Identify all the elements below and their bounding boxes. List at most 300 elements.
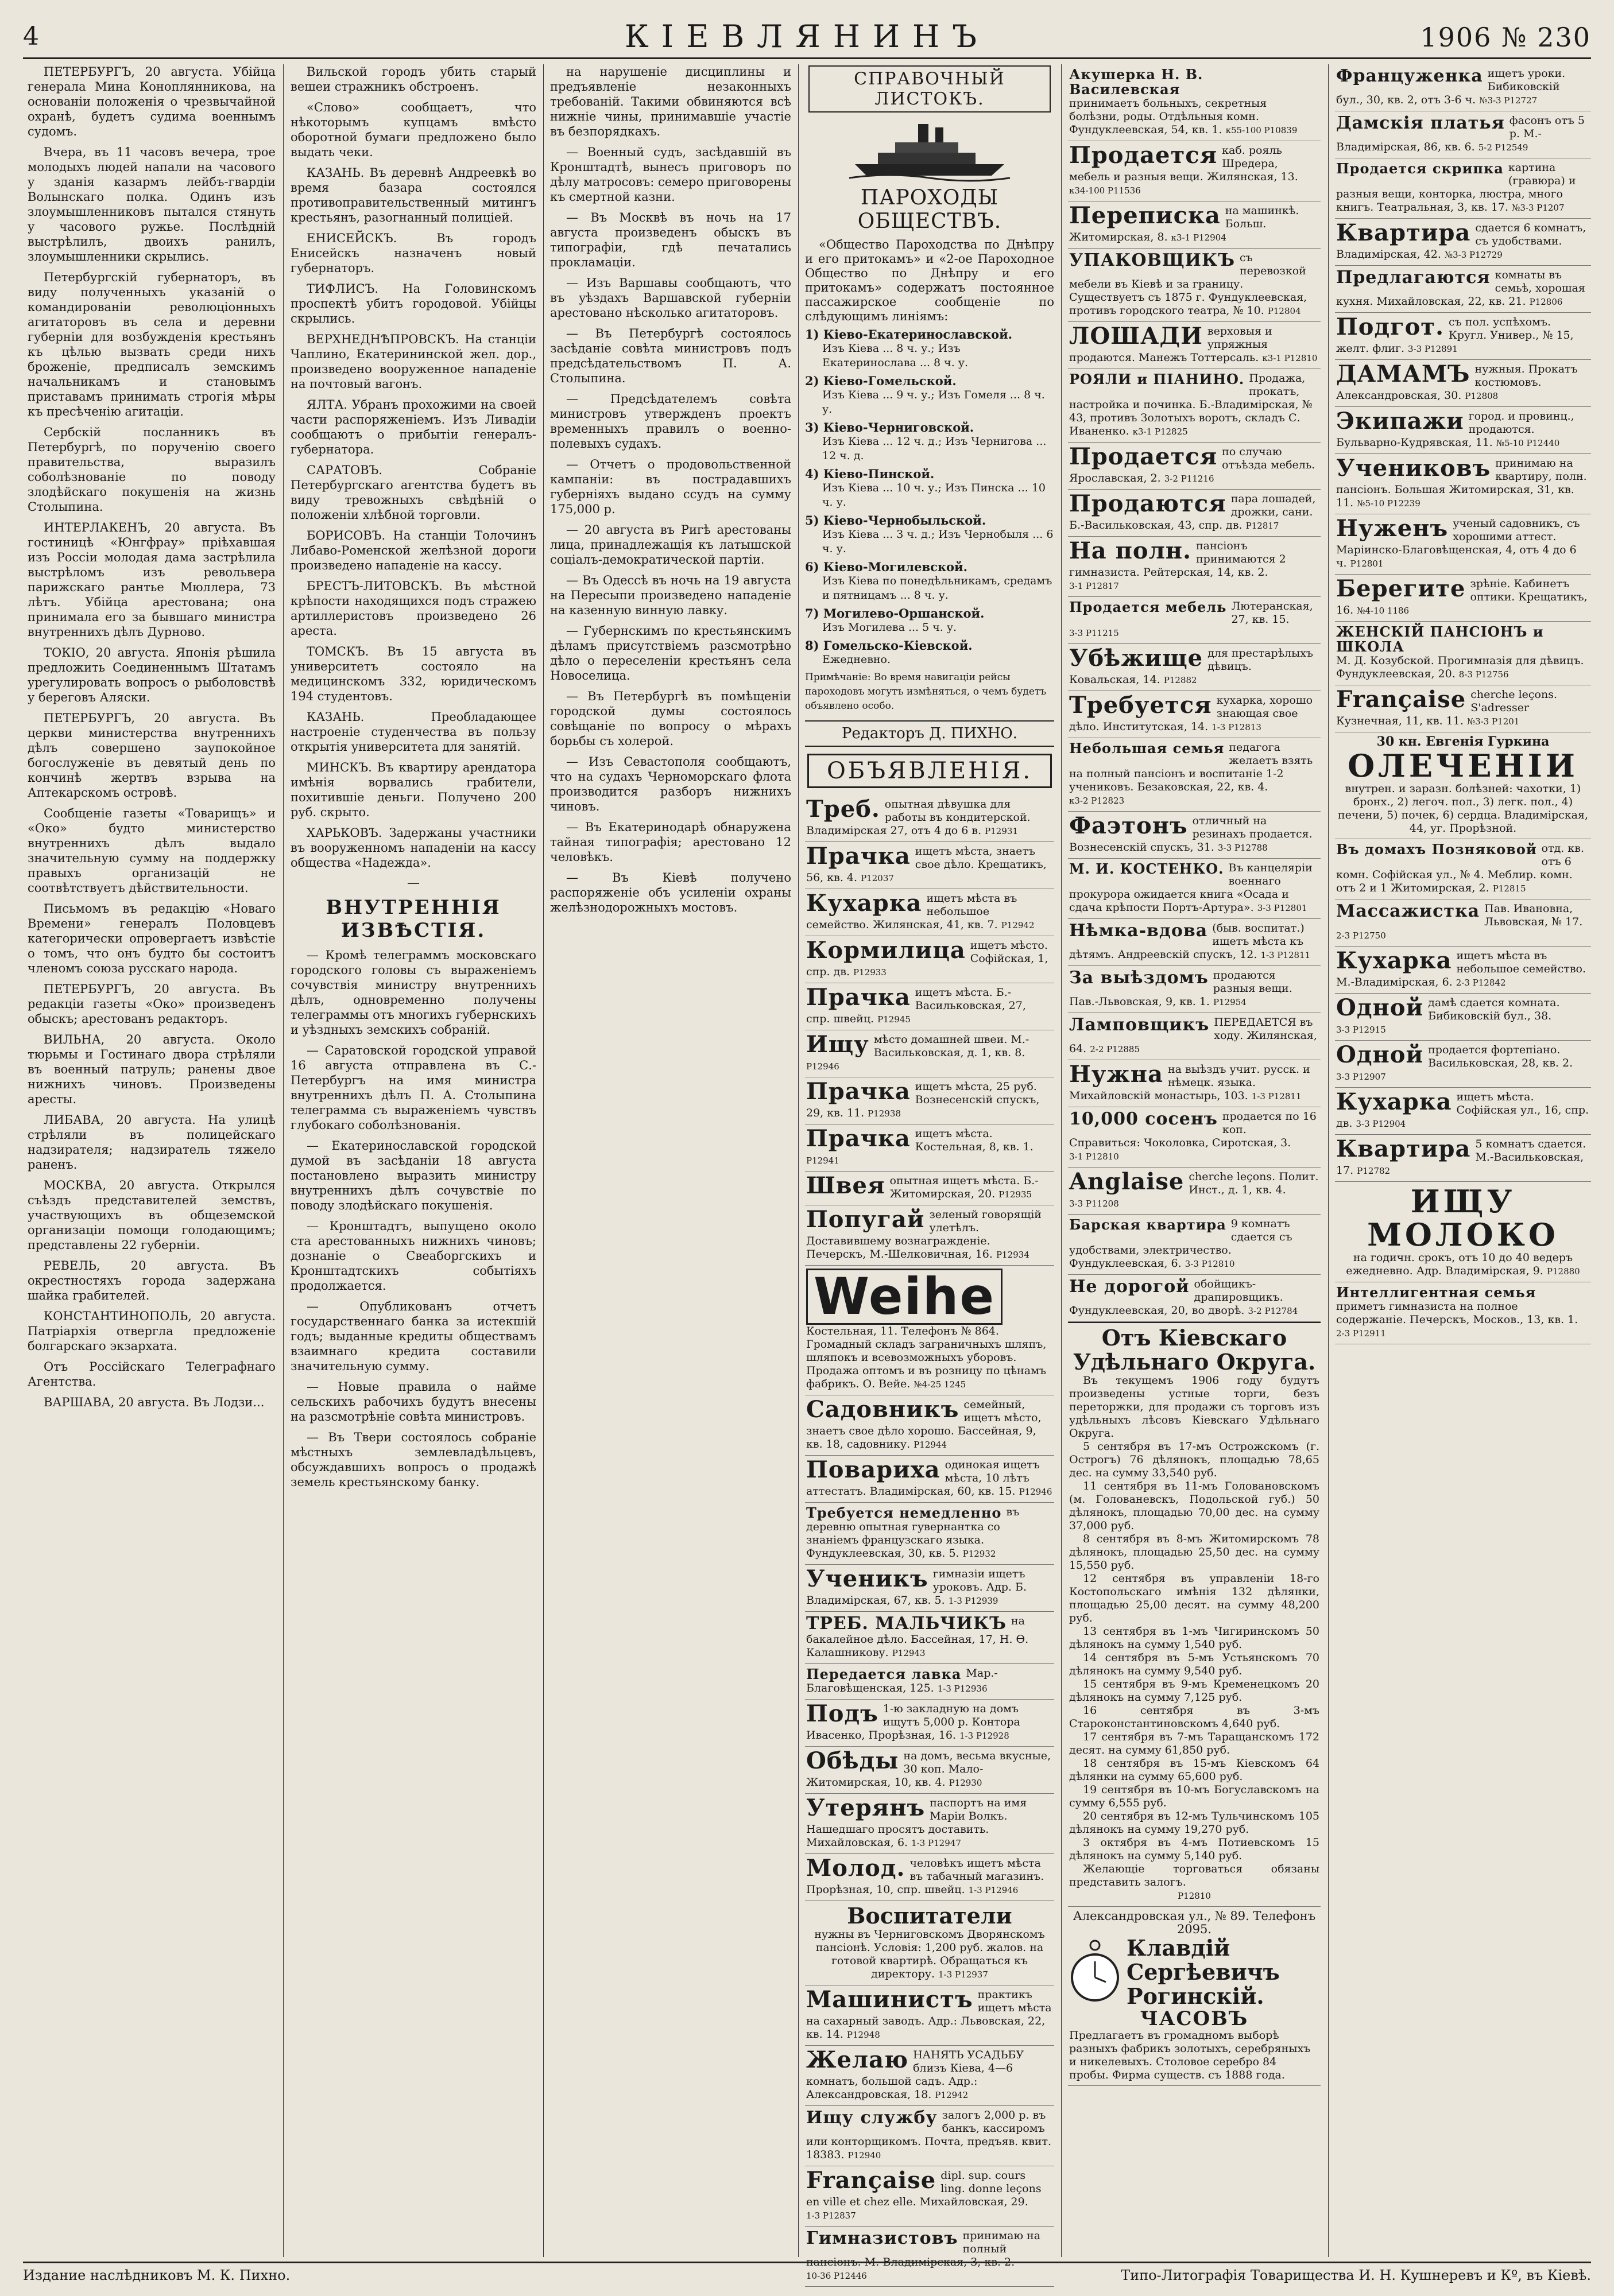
ad-text: нужныя. Прокатъ костюмовъ. Александровская, 30. xyxy=(1336,363,1578,402)
ad-code: Р12942 xyxy=(935,2090,969,2100)
ad-headword: Прачка xyxy=(806,1125,911,1152)
route-item xyxy=(805,420,1054,463)
internal-news-heading: ВНУТРЕННІЯ ИЗВѢСТІЯ. xyxy=(326,896,501,942)
ad-code: к3-2 Р12823 xyxy=(1069,796,1125,806)
route-times: Изъ Кіева ... 8 ч. у.; Изъ Екатеринослава ... 8 ч. у. xyxy=(822,342,969,369)
classified-ad xyxy=(1335,839,1591,899)
ad-code: к3-1 Р12904 xyxy=(1171,232,1226,243)
steamers-intro: «Общество Пароходства по Днѣпру и его притокамъ» и «2-ое Пароходное Общество по Днѣпру и его притокамъ» содержатъ постоянное пассажирское сообщеніе по слѣдующимъ линіямъ: xyxy=(805,238,1054,323)
ad-code: №3-3 Р1207 xyxy=(1512,203,1565,213)
ad-text: Пав. Ивановна, Львовская, № 17. xyxy=(1484,902,1583,928)
pocket-watch-icon xyxy=(1069,1938,1121,2007)
classified-ad xyxy=(805,1172,1054,1205)
ad-headword: Фаэтонъ xyxy=(1069,812,1188,839)
article-paragraph: Сообщеніе газеты «Товарищъ» и «Око» будто министерство внутреннихъ дѣлъ выдало значительную сумму на поддержку правыхъ организацій не соотвѣтствуетъ дѣйствительности. xyxy=(28,806,276,895)
article-paragraph: ИНТЕРЛАКЕНЪ, 20 августа. Въ гостиницѣ «Юнгфрау» пріѣхавшая изъ Россіи молодая дама застрѣлила выстрѣломъ изъ револьвера парижскаго рантье Мюллера, 73 лѣтъ. Убійца арестована; она принимала его за бывшаго министра внутреннихъ дѣлъ Дурново. xyxy=(28,521,276,639)
classified-ad xyxy=(1068,369,1321,443)
ad-headword: Прачка xyxy=(806,984,911,1011)
steamers-heading: ПАРОХОДЫ ОБЩЕСТВЪ. xyxy=(857,186,1002,233)
ad-headword: Продается мебель xyxy=(1069,599,1227,615)
ad-text: ищетъ мѣста въ небольшое семейство. М.-Владимірская, 6. xyxy=(1336,949,1586,988)
ad-text: ищетъ мѣста, знаетъ свое дѣло. Крещатикъ, 56, кв. 4. xyxy=(806,845,1047,884)
article-paragraph: ПЕТЕРБУРГЪ, 20 августа. Въ церкви министерства внутреннихъ дѣлъ совершено заупокойное богослуженіе въ девятый день по кончинѣ жертвъ взрыва на Аптекарскомъ островѣ. xyxy=(28,711,276,800)
ad-code: Р12946 xyxy=(806,1061,839,1072)
classified-ad xyxy=(1335,1041,1591,1088)
ad-code: Р12782 xyxy=(1357,1166,1391,1176)
ad-text: ученый садовникъ, съ хорошими аттест. Маріинско-Благовѣщенская, 4, отъ 4 до 6 ч. xyxy=(1336,517,1580,569)
ad-code: 3-3 Р12915 xyxy=(1336,1025,1386,1035)
clinic-head: 30 кн. Евгенія Гуркина xyxy=(1376,734,1550,749)
ad-code: 10-36 Р12446 xyxy=(806,2271,867,2281)
route-times: Изъ Кіева ... 3 ч. д.; Изъ Чернобыля ... 6 ч. у. xyxy=(822,528,1054,555)
classified-ad xyxy=(805,936,1054,983)
classified-ad xyxy=(1068,738,1321,812)
ad-text: сдается 6 комнатъ, съ удобствами. Владимірская, 42. xyxy=(1336,222,1586,261)
ad-headword: Подъ xyxy=(806,1700,878,1727)
article-paragraph: МИНСКЪ. Въ квартиру арендатора имѣнія ворвались грабители, похитившіе деньги. Получено 200 руб. скрыто. xyxy=(291,761,536,819)
ad-headword: ТРЕБ. МАЛЬЧИКЪ xyxy=(806,1614,1007,1634)
ad-text: ищетъ мѣсто. Софійская, 1, спр. дв. xyxy=(806,939,1048,978)
ad-text: 1-ю закладную на домъ ищутъ 5,000 р. Контора Ивасенко, Прорѣзная, 16. xyxy=(806,1702,1020,1742)
column-divider xyxy=(1061,64,1062,2257)
article-paragraph: — 20 августа въ Ригѣ арестованы лица, принадлежащія къ латышской соціалъ-демократической партіи. xyxy=(550,523,791,567)
udel-line: 3 октября въ 4-мъ Потиевскомъ 15 дѣлянокъ на сумму 5,140 руб. xyxy=(1069,1836,1319,1862)
ad-text: ищетъ мѣста. Костельная, 8, кв. 1. xyxy=(915,1127,1034,1153)
ad-text: на выѣздъ учит. русск. и нѣмецк. языка. Михайловскій монастырь, 103. xyxy=(1069,1063,1310,1102)
article-paragraph: КАЗАНЬ. Въ деревнѣ Андреевкѣ во время базара состоялся противоправительственный митингъ крестьянъ, разогнанный полиціей. xyxy=(291,166,536,224)
article-paragraph: — Кронштадтъ, выпущено около ста арестованныхъ нижнихъ чиновъ; дознаніе о Свеаборгскихъ и Кронштадтскихъ событіяхъ продолжается. xyxy=(291,1219,536,1293)
ad-headword: Гимназистовъ xyxy=(806,2228,958,2248)
ad-headword: Нужна xyxy=(1069,1061,1163,1088)
weihe-text: Костельная, 11. Телефонъ № 864. Громадный складъ заграничныхъ шляпъ, шляпокъ и всевозможныхъ уборовъ. Продажа оптомъ и въ розницу по цѣнамъ фабрикъ. О. Вейе. xyxy=(806,1325,1047,1390)
ad-headword: Молод. xyxy=(806,1855,905,1882)
article-paragraph: — Предсѣдателемъ совѣта министровъ утвержденъ проектъ временныхъ правилъ о военно-полевыхъ судахъ. xyxy=(550,392,791,451)
ad-code: Р12932 xyxy=(962,1549,996,1559)
article-paragraph: — Въ Твери состоялось собраніе мѣстныхъ землевладѣльцевъ, обсуждавшихъ вопросъ о продажѣ земель крестьянскому банку. xyxy=(291,1430,536,1489)
separator: — xyxy=(407,876,420,890)
route-times: Ежедневно. xyxy=(822,653,891,666)
udel-line: 11 сентября въ 11-мъ Головановскомъ (м. Голованевскъ, Подольской губ.) 50 дѣлянокъ, площадью 70,00 дес. на сумму 37,000 руб. xyxy=(1069,1480,1319,1532)
classified-ad xyxy=(1068,691,1321,738)
classified-ad xyxy=(805,1700,1054,1747)
classified-ad xyxy=(805,1124,1054,1172)
publisher-line: Издание наслѣдниковъ М. К. Пихно. xyxy=(23,2267,291,2283)
article-paragraph: — Новые правила о найме сельскихъ рабочихъ будутъ внесены на разсмотрѣніе совѣта министровъ. xyxy=(291,1380,536,1424)
ad-text: на домъ, весьма вкусные, 30 коп. Мало-Житомирская, 10, кв. 4. xyxy=(806,1750,1051,1789)
ad-headword: УПАКОВЩИКЪ xyxy=(1069,250,1236,270)
classified-ad xyxy=(1335,1135,1591,1182)
ad-code: Р12801 xyxy=(1350,559,1384,569)
article-paragraph: ТИФЛИСЪ. На Головинскомъ проспектѣ убитъ городовой. Убійцы скрылись. xyxy=(291,282,536,325)
classified-ad xyxy=(1335,64,1591,111)
ad-text: педагога желаетъ взять на полный пансіонъ и воспитаніе 1-2 учениковъ. Безаковская, 22, кв. 4. xyxy=(1069,741,1313,793)
classified-ad xyxy=(1335,407,1591,454)
classified-ad xyxy=(1068,1275,1321,1322)
ad-code: Р12946 xyxy=(1019,1487,1052,1497)
ad-headword: Массажистка xyxy=(1336,901,1480,921)
classified-ad xyxy=(1068,1215,1321,1275)
ad-code: Р12935 xyxy=(998,1189,1032,1200)
ad-text: съ перевозкой мебели въ Кіевѣ и за границу. Существуетъ съ 1875 г. Фундуклеевская, противъ городского театра, № 10. xyxy=(1069,251,1307,317)
ad-text: на машинкѣ. Больш. Житомирская, 8. xyxy=(1069,204,1299,243)
clinic-text: внутрен. и заразн. болѣзней: чахотки, 1) бронх., 2) легоч. пол., 3) легк. пол., 4) печени, 5) почек, 6) сердца. Владимірская, 44, уг. Прорѣзной. xyxy=(1337,782,1589,835)
ad-text: продаются разныя вещи. Пав.-Львовская, 9, кв. 1. xyxy=(1069,969,1292,1008)
classified-ad xyxy=(805,1456,1054,1503)
article-paragraph: — Губернскимъ по крестьянскимъ дѣламъ присутствіемъ разсмотрѣно дѣло о переселеніи крестьянъ села Новоселица. xyxy=(550,624,791,682)
classified-ad xyxy=(805,1612,1054,1664)
ad-text: ищетъ мѣста, 25 руб. Вознесенскій спускъ, 29, кв. 11. xyxy=(806,1080,1040,1119)
ad-headword: Переписка xyxy=(1069,202,1221,229)
ad-text: Мар.-Благовѣщенская, 125. xyxy=(806,1667,998,1694)
ad-headword: Небольшая семья xyxy=(1069,740,1225,757)
ad-code: Р12934 xyxy=(996,1250,1029,1260)
article-paragraph: БРЕСТЪ-ЛИТОВСКЪ. Въ мѣстной крѣпости находящихся подъ стражею артиллеристовъ произведено 26 ареста. xyxy=(291,579,536,638)
ad-code: 1-3 Р12937 xyxy=(938,1969,988,1980)
ad-headword: Квартира xyxy=(1336,1135,1471,1162)
route-item xyxy=(805,606,1054,635)
udel-line: 19 сентября въ 10-мъ Богуславскомъ на сумму 6,555 руб. xyxy=(1069,1783,1319,1809)
ad-text: ищетъ мѣста въ небольшое семейство. Жилянская, 41, кв. 7. xyxy=(806,892,1017,931)
ad-text: принимаетъ больныхъ, секретныя болѣзни, роды. Отдѣльныя комн. Фундуклеевская, 54, кв. 1. xyxy=(1069,97,1267,136)
route-times: Изъ Кіева ... 12 ч. д.; Изъ Чернигова ... 12 ч. д. xyxy=(822,435,1047,462)
classified-ad xyxy=(805,1395,1054,1456)
ad-text: кухарка, хорошо знающая свое дѣло. Институтская, 14. xyxy=(1069,694,1313,733)
ad-code: 3-1 Р12817 xyxy=(1069,581,1119,591)
route-times: Изъ Могилева ... 5 ч. у. xyxy=(822,621,957,634)
ad-code: Р12817 xyxy=(1245,521,1279,531)
ad-code: Р12810 xyxy=(1178,1891,1211,1901)
column-divider xyxy=(543,64,544,2257)
ad-code: 3-3 Р12891 xyxy=(1408,344,1458,354)
route-times: Изъ Кіева ... 9 ч. у.; Изъ Гомеля ... 8 ч. у. xyxy=(822,389,1045,416)
telegram-list xyxy=(28,64,276,1410)
ad-headword: Акушерка Н. В. Василевская xyxy=(1069,66,1203,98)
classified-ad xyxy=(805,1854,1054,1901)
ad-text: опытная дѣвушка для работы въ кондитерской. Владимірская 27, отъ 4 до 6 в. xyxy=(806,798,1031,837)
ad-code: 3-3 Р12810 xyxy=(1185,1259,1235,1269)
milk-ad xyxy=(1335,1182,1591,1282)
ad-code: к55-100 Р10839 xyxy=(1225,125,1298,135)
ad-headword: М. И. КОСТЕНКО. xyxy=(1069,860,1224,877)
ad-headword: Продаются xyxy=(1069,490,1226,517)
article-paragraph: — Изъ Варшавы сообщаютъ, что въ уѣздахъ Варшавской губерніи арестовано нѣсколько агитаторовъ. xyxy=(550,276,791,320)
ad-code: №4-25 1245 xyxy=(914,1379,966,1390)
article-paragraph: ЛИБАВА, 20 августа. На улицѣ стрѣляли въ полицейскаго надзирателя; надзиратель тяжело раненъ. xyxy=(28,1113,276,1172)
ad-code: 5-2 Р12549 xyxy=(1478,142,1528,153)
article-paragraph: КОНСТАНТИНОПОЛЬ, 20 августа. Патріархія отвергла предложеніе болгарскаго экзархата. xyxy=(28,1309,276,1353)
reference-column xyxy=(805,64,1054,2281)
milk-text: на годичн. срокъ, отъ 10 до 40 ведеръ ежедневно. Адр. Владимірская, 9. xyxy=(1346,1251,1573,1277)
route-name: 4) Кіево-Пинской. xyxy=(805,467,935,481)
article-paragraph: ЯЛТА. Убранъ прохожими на своей части распоряженіемъ. Изъ Ливадіи сообщаютъ о прибытіи генералъ-губернатора. xyxy=(291,398,536,456)
ad-headword: Кормилица xyxy=(806,937,966,964)
ad-code: 3-3 Р12788 xyxy=(1217,843,1268,853)
classified-ad xyxy=(805,1747,1054,1794)
ad-text: принимаю на полный пансіонъ. М.-Владимірская, 3, кв. 2. xyxy=(806,2229,1041,2268)
ad-text: мѣсто домашней швеи. М.-Васильковская, д. 1, кв. 8. xyxy=(873,1033,1029,1059)
article-paragraph: ТОКІО, 20 августа. Японія рѣшила предложить Соединеннымъ Штатамъ урегулировать вопросъ о рыболовствѣ у береговъ Аляски. xyxy=(28,646,276,704)
ad-code: Р12931 xyxy=(985,826,1018,836)
udel-line: 15 сентября въ 9-мъ Кременецкомъ 20 дѣлянокъ на сумму 7,125 руб. xyxy=(1069,1678,1319,1704)
classified-column xyxy=(1335,64,1591,2254)
watch-text: Предлагаетъ въ громадномъ выборѣ разныхъ фабрикъ золотыхъ, серебряныхъ и никелевыхъ. Столовое серебро 84 пробы. Фирма существ. съ 1888 года. xyxy=(1069,2029,1311,2081)
article-paragraph: — Въ Одессѣ въ ночь на 19 августа на Пересыпи произведено нападеніе на казенную винную лавку. xyxy=(550,573,791,617)
classified-ad xyxy=(1068,644,1321,691)
ad-headword: ЛОШАДИ xyxy=(1069,323,1203,350)
ad-text: пансіонъ принимаются 2 гимназиста. Рейтерская, 14, кв. 2. xyxy=(1069,540,1286,579)
article-paragraph: ПЕТЕРБУРГЪ, 20 августа. Убійца генерала Мина Коноплянникова, на основаніи положенія о чрезвычайной охранѣ, будетъ судима военнымъ судомъ. xyxy=(28,65,276,138)
ad-text: залогъ 2,000 р. въ банкъ, кассиромъ или конторщикомъ. Почта, предъяв. квит. 18383. xyxy=(806,2109,1052,2161)
ad-text: зеленый говорящій улетѣлъ. Доставившему вознагражденіе. Печерскъ, М.-Шелковичная, 16. xyxy=(806,1208,1042,1261)
route-name: 1) Кіево-Екатеринославской. xyxy=(805,327,1013,342)
news-column xyxy=(291,64,536,2254)
ad-code: к34-100 Р11536 xyxy=(1069,185,1141,196)
classified-ad xyxy=(1335,994,1591,1041)
ad-headword: Машинистъ xyxy=(806,1986,973,2013)
page-number: 4 xyxy=(23,22,39,51)
ad-code: к3-1 Р12825 xyxy=(1132,426,1188,437)
route-name: 3) Кіево-Черниговской. xyxy=(805,420,974,435)
column-divider xyxy=(1328,64,1329,2257)
ad-text: (быв. воспитат.) ищетъ мѣста къ дѣтямъ. Андреевскій спускъ, 12. xyxy=(1069,922,1305,961)
classified-ad xyxy=(1335,158,1591,219)
ad-headword: Продается xyxy=(1069,142,1218,169)
classified-ad xyxy=(1335,454,1591,514)
ad-headword: Одной xyxy=(1336,994,1424,1021)
teachers-ad xyxy=(805,1901,1054,1985)
article-paragraph: БОРИСОВЪ. На станціи Толочинъ Либаво-Роменской желѣзной дороги произведено нападеніе на кассу. xyxy=(291,529,536,572)
ad-headword: Въ домахъ Позняковой xyxy=(1336,841,1537,858)
ad-headword: 10,000 сосенъ xyxy=(1069,1109,1218,1129)
ad-text: на бакалейное дѣло. Бассейная, 17, Н. Ѳ. Калашникову. xyxy=(806,1615,1029,1659)
ad-text: ищетъ мѣста. Софійская ул., 16, спр. дв. xyxy=(1336,1091,1589,1130)
route-item xyxy=(805,327,1054,370)
watchmaker-ad xyxy=(1068,1907,1321,2086)
news-list xyxy=(550,64,791,915)
ad-headword: Кухарка xyxy=(806,890,922,917)
ad-text: dipl. sup. cours ling. donne leçons en ville et chez elle. Михайловская, 29. xyxy=(806,2169,1042,2208)
ad-headword: Нѣмка-вдова xyxy=(1069,921,1208,941)
ad-code: Р12944 xyxy=(914,1440,947,1450)
ad-headword: Француженка xyxy=(1336,66,1483,86)
route-item xyxy=(805,467,1054,510)
classified-ad xyxy=(1335,514,1591,575)
ad-code: 8-3 Р12756 xyxy=(1458,669,1509,680)
ad-code: Р12942 xyxy=(1001,920,1035,930)
ad-headword: Кухарка xyxy=(1336,1088,1452,1115)
ad-text: обойщикъ-драпировщикъ. Фундуклеевская, 20, во дворѣ. xyxy=(1069,1278,1283,1317)
classified-ad xyxy=(805,842,1054,889)
classified-ad xyxy=(805,1985,1054,2046)
article-paragraph: — Саратовской городской управой 16 августа отправлена въ С.-Петербургъ на имя министра внутреннихъ дѣлъ П. А. Столыпина телеграмма съ выраженіемъ чувствъ глубокаго соболѣзнованія. xyxy=(291,1044,536,1132)
ad-text: продается фортепіано. Васильковская, 28, кв. 2. xyxy=(1428,1044,1573,1069)
ad-text: въ деревню опытная гувернантка со знаніемъ французскаго языка. Фундуклеевская, 30, кв. 5. xyxy=(806,1506,1020,1560)
classified-list xyxy=(805,1985,1054,2287)
ad-headword: РОЯЛИ и ПІАНИНО. xyxy=(1069,371,1245,387)
classified-ad xyxy=(1068,597,1321,644)
article-paragraph: — Въ Москвѣ въ ночь на 17 августа произведенъ обыскъ въ типографіи, гдѣ печатались прокламаціи. xyxy=(550,211,791,269)
ad-text: отличный на резинахъ продается. Вознесенскій спускъ, 31. xyxy=(1069,815,1313,854)
classified-ad xyxy=(1068,141,1321,201)
ad-text: практикъ ищетъ мѣста на сахарный заводъ. Адр.: Львовская, 22, кв. 14. xyxy=(806,1988,1052,2041)
ad-text: 5 комнатъ сдается. М.-Васильковская, 17. xyxy=(1336,1138,1586,1177)
article-paragraph: — Изъ Севастополя сообщаютъ, что на судахъ Черноморскаго флота производится разборъ нижнихъ чиновъ. xyxy=(550,755,791,813)
ad-code: №3-3 Р1201 xyxy=(1466,716,1520,727)
ad-headword: Кухарка xyxy=(1336,947,1452,974)
classified-ad xyxy=(1068,443,1321,490)
ad-code: 1-3 Р12811 xyxy=(1251,1091,1302,1102)
classified-ad xyxy=(805,983,1054,1030)
header-rule xyxy=(23,57,1591,59)
article-paragraph: на нарушеніе дисциплины и предъявленіе незаконныхъ требованій. Такими обвиняются всѣ нижніе чины, принимавшіе участіе въ безпорядкахъ. xyxy=(550,65,791,138)
article-paragraph: САРАТОВЪ. Собраніе Петербургскаго агентства будетъ въ виду тревожныхъ свѣдѣній о положеніи хлѣбной торговли. xyxy=(291,463,536,522)
classified-list xyxy=(805,1395,1054,1901)
classified-ad xyxy=(805,1503,1054,1565)
ad-text: ищетъ мѣста. Б.-Васильковская, 27, спр. швейц. xyxy=(806,986,1026,1025)
reference-title: СПРАВОЧНЫЙ ЛИСТОКЪ. xyxy=(808,65,1051,113)
ad-headword: Экипажи xyxy=(1336,408,1464,435)
ad-code: Р12882 xyxy=(1163,675,1197,685)
classified-ad xyxy=(1068,201,1321,249)
article-paragraph: Отъ Россійскаго Телеграфнаго Агентства. xyxy=(28,1360,276,1389)
ad-code: 3-3 Р11208 xyxy=(1069,1199,1119,1209)
ad-headword: Anglaise xyxy=(1069,1168,1185,1195)
classified-ad xyxy=(805,795,1054,842)
column-divider xyxy=(798,64,799,2257)
ad-text: М. Д. Козубской. Прогимназія для дѣвицъ. Фундуклеевская, 20. xyxy=(1336,654,1584,680)
ad-headword: Барская квартира xyxy=(1069,1216,1226,1233)
article-paragraph: ХАРЬКОВЪ. Задержаны участники въ вооруженномъ нападеніи на кассу общества «Надежда». xyxy=(291,826,536,870)
udel-line: 18 сентября въ 15-мъ Кіевскомъ 64 дѣлянки на сумму 65,600 руб. xyxy=(1069,1757,1319,1783)
ad-code: 1-3 Р12837 xyxy=(806,2210,856,2221)
weihe-ad xyxy=(805,1266,1054,1395)
ad-headword: Прачка xyxy=(806,843,911,870)
ad-headword: Дамскія платья xyxy=(1336,113,1505,133)
udel-line: 12 сентября въ управленіи 18-го Костопольскаго имѣнія 132 дѣлянки, площадью 25,00 десят. на сумму 48,200 руб. xyxy=(1069,1572,1319,1624)
article-paragraph: ТОМСКЪ. Въ 15 августа въ университетъ состояло на медицинскомъ 332, юридическомъ 194 студентовъ. xyxy=(291,645,536,703)
ad-code: 2-2 Р12885 xyxy=(1090,1044,1140,1054)
clinic-ad xyxy=(1335,732,1591,839)
weihe-logo: Weihe xyxy=(806,1269,1003,1325)
article-paragraph: Петербургскій губернаторъ, въ виду полученныхъ указаній о командированіи революціонныхъ агитаторовъ въ села и деревни губерніи для возбужденія крестьянъ къ цѣлью вызвать среди нихъ броженіе, предписалъ земскимъ начальникамъ и становымъ приставамъ принимать строгія мѣры къ пресѣченію агитаціи. xyxy=(28,270,276,418)
classified-ad xyxy=(805,1077,1054,1124)
article-paragraph: ВЕРХНЕДНѢПРОВСКЪ. На станціи Чаплино, Екатерининской жел. дор., произведено вооруженное нападеніе на почтовый вагонъ. xyxy=(291,332,536,391)
article-paragraph: — Екатеринославской городской думой въ засѣданіи 18 августа постановлено выразить министру внутреннихъ дѣлъ сочувствіе по поводу злодѣйскаго покушенія. xyxy=(291,1139,536,1212)
classified-ad xyxy=(1335,313,1591,360)
ad-code: 3-3 Р12801 xyxy=(1257,903,1307,913)
ad-code: Р12940 xyxy=(847,2150,881,2161)
printer-line: Типо-Литографія Товарищества И. Н. Кушнеревъ и Кº, въ Кіевѣ. xyxy=(1121,2267,1591,2283)
ad-text: Лютеранская, 27, кв. 15. xyxy=(1231,600,1313,626)
classified-list xyxy=(1068,64,1321,1322)
ad-headword: Продается скрипка xyxy=(1336,160,1504,177)
ad-text: 9 комнатъ сдается съ удобствами, электричество. Фундуклеевская, 6. xyxy=(1069,1217,1292,1270)
watch-address: Александровская ул., № 89. Телефонъ 2095. xyxy=(1073,1909,1316,1936)
classified-ad xyxy=(1068,249,1321,322)
footer-rule xyxy=(23,2262,1591,2263)
ad-headword: Продается xyxy=(1069,443,1218,470)
article-paragraph: ВАРШАВА, 20 августа. Въ Лодзи... xyxy=(44,1395,265,1409)
ad-code: 3-2 Р12784 xyxy=(1248,1306,1298,1316)
ad-code: 2-3 Р12750 xyxy=(1336,930,1386,941)
ad-headword: Не дорогой xyxy=(1069,1277,1190,1297)
ad-text: НАНЯТЬ УСАДЬБУ близъ Кіева, 4—6 комнатъ, большой садъ. Адр.: Александровская, 18. xyxy=(806,2049,1024,2101)
ad-text: фасонъ отъ 5 р. М.-Владимірская, 86, кв. 6. xyxy=(1336,114,1585,153)
ad-text: продается по 16 коп. Справиться: Чоколовка, Сиротская, 3. xyxy=(1069,1110,1317,1149)
classified-ad xyxy=(805,2227,1054,2287)
ad-code: 1-3 Р12811 xyxy=(1260,950,1311,960)
ad-text: отд. кв. отъ 6 комн. Софійская ул., № 4. Меблир. комн. отъ 2 и 1 Житомирская, 2. xyxy=(1336,842,1584,894)
ad-code: 3-3 Р12904 xyxy=(1356,1119,1406,1129)
newspaper-title: КІЕВЛЯНИНЪ xyxy=(624,18,990,55)
ad-text: приметъ гимназиста на полное содержаніе. Печерскъ, Москов., 13, кв. 1. xyxy=(1336,1300,1578,1326)
ad-headword: Ламповщикъ xyxy=(1069,1015,1210,1035)
ad-code: Р12941 xyxy=(806,1155,839,1166)
ad-code: 3-2 Р11216 xyxy=(1164,474,1214,484)
ad-headword: Берегите xyxy=(1336,575,1466,602)
ad-text: cherche leçons. S'adresser Кузнечная, 11, кв. 11. xyxy=(1336,688,1558,727)
route-times: Изъ Кіева ... 10 ч. у.; Изъ Пинска ... 10 ч. у. xyxy=(822,482,1046,509)
article-paragraph: — Въ Кіевѣ получено распоряженіе объ усиленіи охраны желѣзнодорожныхъ мостовъ. xyxy=(550,871,791,914)
udel-line: 17 сентября въ 7-мъ Таращанскомъ 172 десят. на сумму 61,850 руб. xyxy=(1069,1731,1319,1756)
classified-ad xyxy=(805,2166,1054,2227)
ad-text: дамѣ сдается комната. Бибиковскій бул., 38. xyxy=(1428,996,1560,1022)
column-divider xyxy=(283,64,284,2257)
ad-text: для престарѣлыхъ дѣвицъ. Ковальская, 14. xyxy=(1069,647,1314,686)
udel-lines xyxy=(1069,1440,1319,1889)
article-paragraph: ЕНИСЕЙСКЪ. Въ городъ Енисейскъ назначенъ новый губернаторъ. xyxy=(291,231,536,275)
classified-ad xyxy=(805,1664,1054,1700)
route-item xyxy=(805,560,1054,603)
article-paragraph: — Въ Петербургѣ въ помѣщеніи городской думы состоялось совѣщаніе по вопросу о мѣрахъ борьбы съ холерой. xyxy=(550,689,791,748)
article-paragraph: Сербскій посланникъ въ Петербургѣ, по порученію своего правительства, выразилъ соболѣзнованіе по поводу злодѣйскаго покушенія на жизнь Столыпина. xyxy=(28,425,276,514)
route-name: 5) Кіево-Чернобыльской. xyxy=(805,513,986,528)
udel-intro: Въ текущемъ 1906 году будутъ произведены устные торги, безъ переторжки, для продажи съ торговъ изъ удѣльныхъ лѣсовъ Кіевскаго Удѣльнаго Округа. xyxy=(1069,1374,1319,1440)
classified-list xyxy=(1335,839,1591,1182)
ad-headword: Française xyxy=(806,2167,936,2194)
year-issue: 1906 № 230 xyxy=(1420,22,1591,53)
ad-code: 3-3 Р11215 xyxy=(1069,628,1119,638)
article-paragraph: Вчера, въ 11 часовъ вечера, трое молодыхъ людей напали на часового у зданія казармъ лейбъ-гвардіи Волынскаго полка. Одинъ изъ злоумышленниковъ пытался стянуть у часового ружье. Послѣдній выстрѣлилъ, двоихъ ранилъ, злоумышленники скрылись. xyxy=(28,145,276,263)
ad-code: Р12930 xyxy=(949,1778,982,1788)
ad-headword: Прачка xyxy=(806,1078,911,1105)
classified-ad xyxy=(1335,219,1591,266)
ad-code: 2-3 Р12842 xyxy=(1456,978,1506,988)
ad-text: ПЕРЕДАЕТСЯ въ ходу. Жилянская, 64. xyxy=(1069,1016,1317,1055)
classified-ad xyxy=(1335,947,1591,994)
ad-text: опытная ищетъ мѣста. Б.-Житомирская, 20. xyxy=(889,1174,1039,1200)
article-paragraph: — Опубликованъ отчетъ государственнаго банка за истекшій годъ; выданные кредиты обществамъ взаимнаго кредита составили значительную сумму. xyxy=(291,1300,536,1373)
ads-heading: ОБЪЯВЛЕНІЯ. xyxy=(807,754,1052,788)
ad-code: Р12948 xyxy=(846,2030,880,2040)
ad-text: съ пол. успѣхомъ. Кругл. Универ., № 15, желт. флиг. xyxy=(1336,316,1574,355)
ad-headword: Ищу службу xyxy=(806,2108,938,2128)
classified-ad xyxy=(1068,966,1321,1013)
classified-ad xyxy=(805,889,1054,936)
ad-text: комнаты въ семьѣ, хорошая кухня. Михайловская, 22, кв. 21. xyxy=(1336,269,1585,308)
steamers-note: Примѣчаніе: Во время навигаціи рейсы пароходовъ могутъ измѣняться, о чемъ будетъ объявлено особо. xyxy=(805,672,1047,712)
classified-ad xyxy=(1335,1088,1591,1135)
article-paragraph: РЕВЕЛЬ, 20 августа. Въ окрестностяхъ города задержана шайка грабителей. xyxy=(28,1259,276,1302)
ad-code: Р12943 xyxy=(892,1648,926,1658)
classified-ad xyxy=(1335,111,1591,158)
route-item xyxy=(805,513,1054,556)
ad-headword: Подгот. xyxy=(1336,313,1445,340)
ad-code: №3-3 Р12727 xyxy=(1479,95,1538,106)
udel-line: 16 сентября въ 3-мъ Староконстантиновскомъ 4,640 руб. xyxy=(1069,1704,1319,1730)
ad-headword: Обѣды xyxy=(806,1747,899,1774)
ad-headword: Швея xyxy=(806,1172,885,1199)
